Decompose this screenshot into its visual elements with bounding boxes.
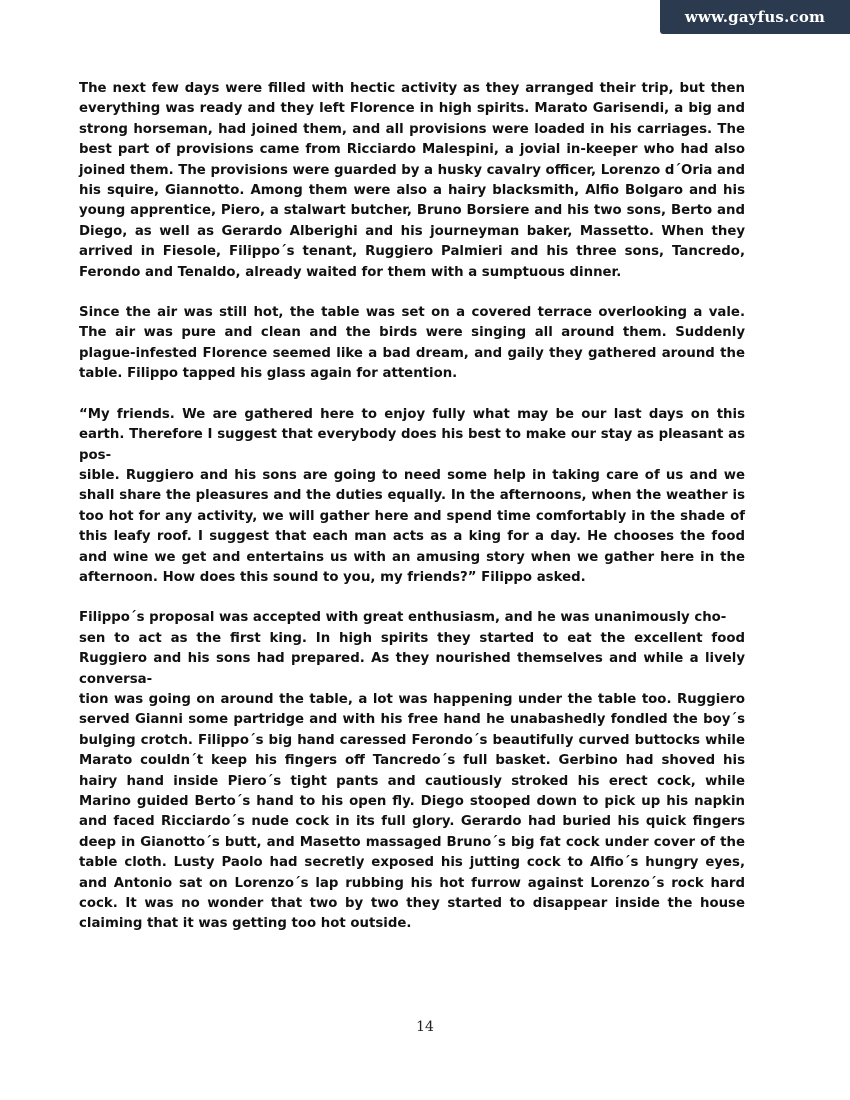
- page-body: [79, 79, 745, 955]
- paragraph: Since the air was still hot, the table was set on a covered terrace overlooking a vale. The air was pure and clean and the birds were singing all around them. Suddenly plague-infested Florence seemed like a bad dream, and gaily they gathered around the table. Filippo tapped his glass again for attention.: [79, 305, 745, 382]
- paragraph: Filippo´s proposal was accepted with great enthusiasm, and he was unanimously cho- sen to act as the first king. In high spirits they started to eat the excellent food Ruggiero and his sons had prepared. As they nourished themselves and while a lively conversa- tion was going on around the table, a lot was happening under the table too. Ruggiero served Gianni some partridge and with his free hand he unabashedly fondled the boy´s bulging crotch. Filippo´s big hand caressed Ferondo´s beautifully curved buttocks while Marato couldn´t keep his fingers off Tancredo´s full basket. Gerbino had shoved his hairy hand inside Piero´s tight pants and cautiously stroked his erect cock, while Marino guided Berto´s hand to his open fly. Diego stooped down to pick up his napkin and faced Ricciardo´s nude cock in its full glory. Gerardo had buried his quick fingers deep in Gianotto´s butt, and Masetto massaged Bruno´s big fat cock under cover of the table cloth. Lusty Paolo had secretly exposed his jutting cock to Alfio´s hungry eyes, and Antonio sat on Lorenzo´s lap rubbing his hot furrow against Lorenzo´s rock hard cock. It was no wonder that two by two they started to disappear inside the house claiming that it was getting too hot outside.: [79, 610, 745, 932]
- paragraph: The next few days were filled with hectic activity as they arranged their trip, but then everything was ready and they left Florence in high spirits. Marato Garisendi, a big and strong horseman, had joined them, and all provisions were loaded in his carriages. The best part of provisions came from Ricciardo Malespini, a jovial in-keeper who had also joined them. The provisions were guarded by a husky cavalry officer, Lorenzo d´Oria and his squire, Giannotto. Among them were also a hairy blacksmith, Alfio Bolgaro and his young apprentice, Piero, a stalwart butcher, Bruno Borsiere and his two sons, Berto and Diego, as well as Gerardo Alberighi and his journeyman baker, Massetto. When they arrived in Fiesole, Filippo´s tenant, Ruggiero Palmieri and his three sons, Tancredo, Ferondo and Tenaldo, already waited for them with a sumptuous dinner.: [79, 81, 745, 280]
- page-number: 14: [416, 1019, 434, 1035]
- watermark-banner: [660, 0, 850, 34]
- watermark-text: www.gayfus.com: [684, 8, 826, 26]
- paragraph: “My friends. We are gathered here to enjoy fully what may be our last days on this earth. Therefore I suggest that everybody does his best to make our stay as pleasant as pos- sible. Ruggiero and his sons are going to need some help in taking care of us and we shall share the pleasures and the duties equally. In the afternoons, when the weather is too hot for any activity, we will gather here and spend time comfortably in the shade of this leafy roof. I suggest that each man acts as a king for a day. He chooses the food and wine we get and entertains us with an amusing story when we gather here in the afternoon. How does this sound to you, my friends?” Filippo asked.: [79, 406, 745, 585]
